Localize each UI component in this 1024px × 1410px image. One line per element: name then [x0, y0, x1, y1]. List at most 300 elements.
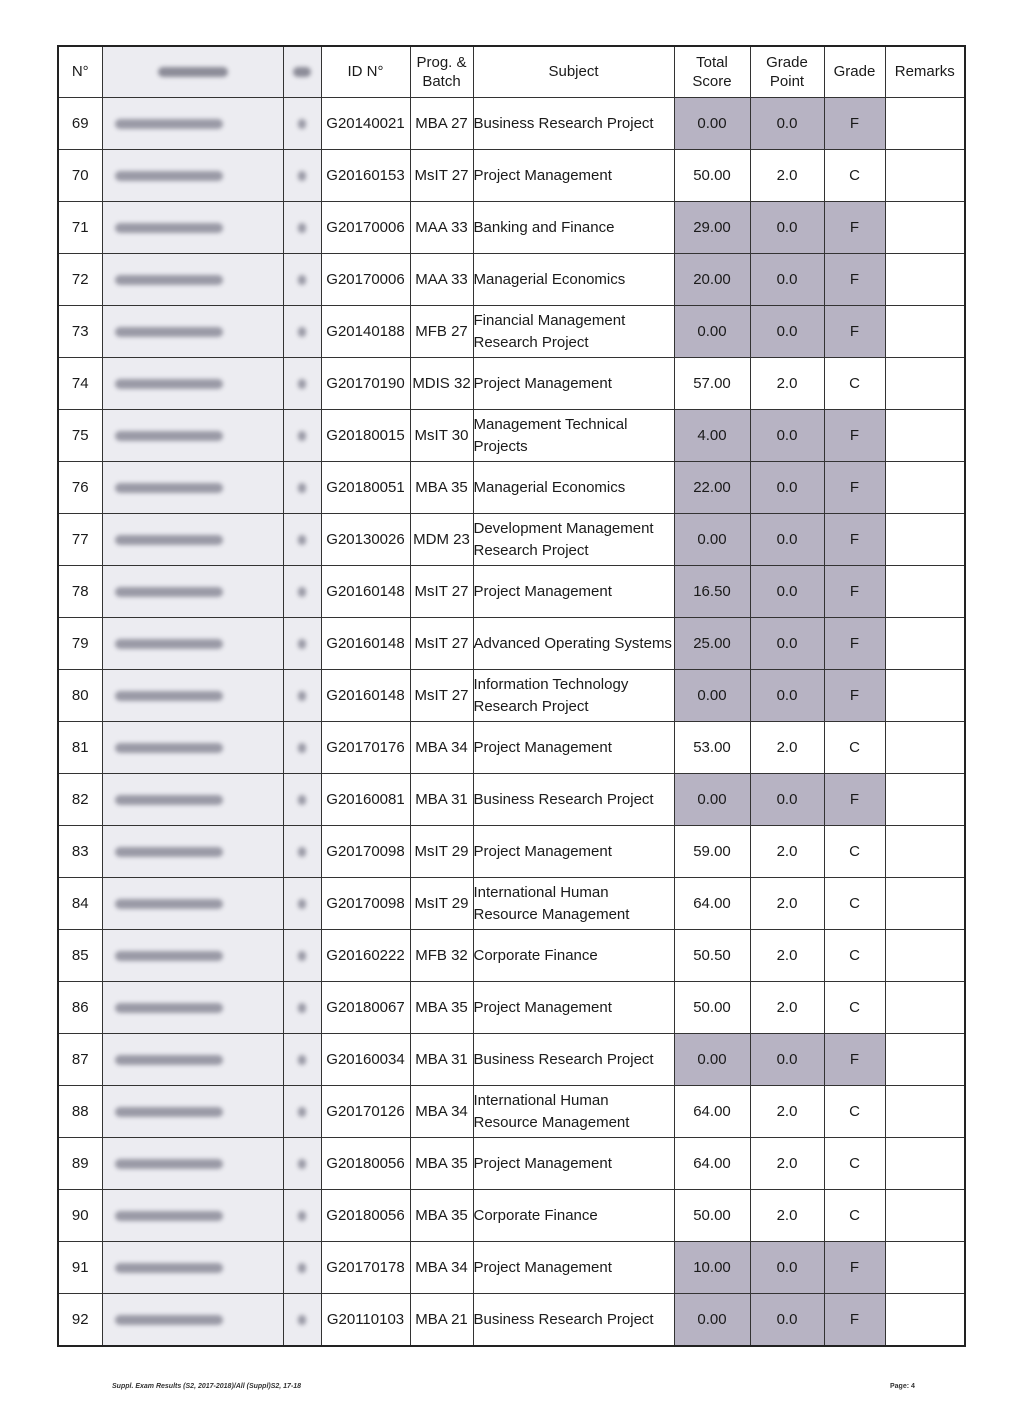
- student-name-redacted: [102, 254, 283, 306]
- remarks: [885, 566, 965, 618]
- table-row: [58, 1242, 965, 1294]
- row-number: 90: [58, 1190, 102, 1242]
- student-sex-redacted: [283, 1138, 321, 1190]
- header-grade-point: Grade Point: [750, 46, 824, 98]
- remarks: [885, 98, 965, 150]
- student-sex-redacted: [283, 410, 321, 462]
- results-table: [57, 45, 966, 1347]
- subject: Project Management: [473, 722, 674, 774]
- student-id: G20160222: [321, 930, 410, 982]
- total-score: 0.00: [674, 98, 750, 150]
- grade: F: [824, 618, 885, 670]
- total-score: 64.00: [674, 1086, 750, 1138]
- grade: F: [824, 254, 885, 306]
- subject: Project Management: [473, 358, 674, 410]
- redaction-blur: [298, 1003, 306, 1013]
- grade-point: 2.0: [750, 1190, 824, 1242]
- grade: F: [824, 566, 885, 618]
- student-sex-redacted: [283, 670, 321, 722]
- student-id: G20170190: [321, 358, 410, 410]
- program-batch: MBA 35: [410, 1190, 473, 1242]
- row-number: 80: [58, 670, 102, 722]
- remarks: [885, 254, 965, 306]
- student-sex-redacted: [283, 514, 321, 566]
- student-id: G20160148: [321, 670, 410, 722]
- student-name-redacted: [102, 98, 283, 150]
- header-name-redacted: [102, 46, 283, 98]
- table-row: [58, 358, 965, 410]
- table-row: [58, 150, 965, 202]
- row-number: 72: [58, 254, 102, 306]
- program-batch: MsIT 27: [410, 670, 473, 722]
- header-prog-batch: Prog. & Batch: [410, 46, 473, 98]
- grade: C: [824, 826, 885, 878]
- redaction-blur: [293, 67, 311, 77]
- student-sex-redacted: [283, 878, 321, 930]
- redaction-blur: [115, 223, 223, 233]
- student-name-redacted: [102, 618, 283, 670]
- row-number: 84: [58, 878, 102, 930]
- header-remarks: Remarks: [885, 46, 965, 98]
- student-id: G20170098: [321, 878, 410, 930]
- grade-point: 0.0: [750, 566, 824, 618]
- student-sex-redacted: [283, 202, 321, 254]
- student-name-redacted: [102, 566, 283, 618]
- redaction-blur: [115, 483, 223, 493]
- grade-point: 0.0: [750, 98, 824, 150]
- subject: Business Research Project: [473, 774, 674, 826]
- remarks: [885, 202, 965, 254]
- student-id: G20130026: [321, 514, 410, 566]
- remarks: [885, 982, 965, 1034]
- grade-point: 0.0: [750, 774, 824, 826]
- redaction-blur: [115, 1315, 223, 1325]
- grade: F: [824, 1294, 885, 1347]
- total-score: 0.00: [674, 670, 750, 722]
- student-sex-redacted: [283, 1242, 321, 1294]
- grade: F: [824, 670, 885, 722]
- table-row: [58, 1190, 965, 1242]
- grade-point: 0.0: [750, 306, 824, 358]
- remarks: [885, 1190, 965, 1242]
- redaction-blur: [115, 1211, 223, 1221]
- redaction-blur: [298, 1107, 306, 1117]
- program-batch: MsIT 27: [410, 150, 473, 202]
- student-sex-redacted: [283, 566, 321, 618]
- student-sex-redacted: [283, 982, 321, 1034]
- redaction-blur: [115, 327, 223, 337]
- redaction-blur: [115, 899, 223, 909]
- row-number: 74: [58, 358, 102, 410]
- table-row: [58, 722, 965, 774]
- subject: Managerial Economics: [473, 462, 674, 514]
- student-id: G20170006: [321, 254, 410, 306]
- subject: Business Research Project: [473, 1034, 674, 1086]
- row-number: 85: [58, 930, 102, 982]
- remarks: [885, 306, 965, 358]
- redaction-blur: [115, 1055, 223, 1065]
- student-name-redacted: [102, 982, 283, 1034]
- program-batch: MBA 34: [410, 1242, 473, 1294]
- grade-point: 2.0: [750, 878, 824, 930]
- student-name-redacted: [102, 930, 283, 982]
- table-row: [58, 826, 965, 878]
- remarks: [885, 1242, 965, 1294]
- redaction-blur: [115, 1159, 223, 1169]
- row-number: 82: [58, 774, 102, 826]
- grade: C: [824, 150, 885, 202]
- grade-point: 2.0: [750, 930, 824, 982]
- redaction-blur: [115, 743, 223, 753]
- program-batch: MBA 35: [410, 462, 473, 514]
- grade: F: [824, 1242, 885, 1294]
- student-sex-redacted: [283, 150, 321, 202]
- redaction-blur: [298, 431, 306, 441]
- redaction-blur: [298, 1315, 306, 1325]
- table-row: [58, 1138, 965, 1190]
- redaction-blur: [115, 795, 223, 805]
- student-name-redacted: [102, 878, 283, 930]
- redaction-blur: [115, 1107, 223, 1117]
- total-score: 0.00: [674, 1034, 750, 1086]
- student-sex-redacted: [283, 774, 321, 826]
- subject: Managerial Economics: [473, 254, 674, 306]
- grade-point: 0.0: [750, 670, 824, 722]
- subject: Project Management: [473, 566, 674, 618]
- row-number: 91: [58, 1242, 102, 1294]
- redaction-blur: [298, 639, 306, 649]
- redaction-blur: [298, 1263, 306, 1273]
- grade: F: [824, 410, 885, 462]
- grade-point: 0.0: [750, 514, 824, 566]
- program-batch: MsIT 29: [410, 878, 473, 930]
- program-batch: MBA 35: [410, 1138, 473, 1190]
- student-id: G20170176: [321, 722, 410, 774]
- table-row: [58, 878, 965, 930]
- table-row: [58, 1086, 965, 1138]
- grade-point: 2.0: [750, 982, 824, 1034]
- redaction-blur: [115, 431, 223, 441]
- redaction-blur: [115, 119, 223, 129]
- table-row: [58, 1034, 965, 1086]
- redaction-blur: [115, 587, 223, 597]
- subject: Financial Management Research Project: [473, 306, 674, 358]
- redaction-blur: [298, 951, 306, 961]
- subject: International Human Resource Management: [473, 878, 674, 930]
- remarks: [885, 462, 965, 514]
- redaction-blur: [158, 67, 228, 77]
- student-id: G20170178: [321, 1242, 410, 1294]
- row-number: 87: [58, 1034, 102, 1086]
- student-id: G20170006: [321, 202, 410, 254]
- total-score: 16.50: [674, 566, 750, 618]
- redaction-blur: [298, 587, 306, 597]
- grade: F: [824, 462, 885, 514]
- student-id: G20110103: [321, 1294, 410, 1347]
- student-sex-redacted: [283, 1190, 321, 1242]
- student-name-redacted: [102, 410, 283, 462]
- total-score: 50.00: [674, 1190, 750, 1242]
- student-name-redacted: [102, 1294, 283, 1347]
- subject: Information Technology Research Project: [473, 670, 674, 722]
- student-id: G20180056: [321, 1190, 410, 1242]
- grade: C: [824, 930, 885, 982]
- redaction-blur: [298, 275, 306, 285]
- student-id: G20140188: [321, 306, 410, 358]
- total-score: 59.00: [674, 826, 750, 878]
- student-sex-redacted: [283, 358, 321, 410]
- table-row: [58, 514, 965, 566]
- footer-document-label: Suppl. Exam Results (S2, 2017-2018)/All (Suppl)S2, 17-18: [112, 1383, 302, 1390]
- student-id: G20160148: [321, 618, 410, 670]
- student-id: G20140021: [321, 98, 410, 150]
- grade: C: [824, 722, 885, 774]
- redaction-blur: [115, 639, 223, 649]
- row-number: 92: [58, 1294, 102, 1347]
- total-score: 57.00: [674, 358, 750, 410]
- redaction-blur: [115, 847, 223, 857]
- student-name-redacted: [102, 1190, 283, 1242]
- table-row: [58, 1294, 965, 1347]
- student-sex-redacted: [283, 306, 321, 358]
- grade: C: [824, 1086, 885, 1138]
- subject: Advanced Operating Systems: [473, 618, 674, 670]
- student-sex-redacted: [283, 722, 321, 774]
- redaction-blur: [298, 483, 306, 493]
- remarks: [885, 722, 965, 774]
- grade: C: [824, 982, 885, 1034]
- total-score: 4.00: [674, 410, 750, 462]
- header-no: N°: [58, 46, 102, 98]
- grade: F: [824, 202, 885, 254]
- redaction-blur: [298, 795, 306, 805]
- redaction-blur: [298, 119, 306, 129]
- header-grade: Grade: [824, 46, 885, 98]
- total-score: 0.00: [674, 1294, 750, 1347]
- total-score: 53.00: [674, 722, 750, 774]
- student-sex-redacted: [283, 618, 321, 670]
- remarks: [885, 878, 965, 930]
- redaction-blur: [298, 1055, 306, 1065]
- redaction-blur: [298, 327, 306, 337]
- total-score: 64.00: [674, 878, 750, 930]
- remarks: [885, 618, 965, 670]
- grade: C: [824, 1190, 885, 1242]
- grade: F: [824, 774, 885, 826]
- remarks: [885, 774, 965, 826]
- subject: Business Research Project: [473, 1294, 674, 1347]
- grade-point: 0.0: [750, 618, 824, 670]
- header-subject: Subject: [473, 46, 674, 98]
- grade: F: [824, 514, 885, 566]
- row-number: 79: [58, 618, 102, 670]
- grade: C: [824, 1138, 885, 1190]
- subject: Corporate Finance: [473, 930, 674, 982]
- student-name-redacted: [102, 1138, 283, 1190]
- grade-point: 2.0: [750, 722, 824, 774]
- subject: Corporate Finance: [473, 1190, 674, 1242]
- subject: Project Management: [473, 1138, 674, 1190]
- student-name-redacted: [102, 1034, 283, 1086]
- program-batch: MAA 33: [410, 202, 473, 254]
- grade-point: 0.0: [750, 1034, 824, 1086]
- student-sex-redacted: [283, 254, 321, 306]
- student-name-redacted: [102, 306, 283, 358]
- student-name-redacted: [102, 202, 283, 254]
- table-row: [58, 982, 965, 1034]
- row-number: 76: [58, 462, 102, 514]
- row-number: 88: [58, 1086, 102, 1138]
- row-number: 86: [58, 982, 102, 1034]
- remarks: [885, 514, 965, 566]
- header-total-score: Total Score: [674, 46, 750, 98]
- program-batch: MBA 31: [410, 774, 473, 826]
- remarks: [885, 358, 965, 410]
- table-row: [58, 774, 965, 826]
- program-batch: MFB 32: [410, 930, 473, 982]
- subject: Project Management: [473, 982, 674, 1034]
- student-name-redacted: [102, 462, 283, 514]
- redaction-blur: [115, 275, 223, 285]
- total-score: 50.00: [674, 982, 750, 1034]
- redaction-blur: [298, 1211, 306, 1221]
- subject: Business Research Project: [473, 98, 674, 150]
- row-number: 81: [58, 722, 102, 774]
- grade-point: 0.0: [750, 1242, 824, 1294]
- student-name-redacted: [102, 1086, 283, 1138]
- grade-point: 2.0: [750, 358, 824, 410]
- program-batch: MBA 34: [410, 1086, 473, 1138]
- student-id: G20170098: [321, 826, 410, 878]
- total-score: 50.00: [674, 150, 750, 202]
- table-row: [58, 306, 965, 358]
- student-id: G20180015: [321, 410, 410, 462]
- redaction-blur: [115, 379, 223, 389]
- redaction-blur: [298, 1159, 306, 1169]
- student-name-redacted: [102, 826, 283, 878]
- grade-point: 0.0: [750, 462, 824, 514]
- redaction-blur: [298, 171, 306, 181]
- row-number: 78: [58, 566, 102, 618]
- row-number: 70: [58, 150, 102, 202]
- program-batch: MsIT 29: [410, 826, 473, 878]
- grade: C: [824, 878, 885, 930]
- student-name-redacted: [102, 358, 283, 410]
- student-name-redacted: [102, 774, 283, 826]
- row-number: 73: [58, 306, 102, 358]
- student-sex-redacted: [283, 930, 321, 982]
- subject: Project Management: [473, 150, 674, 202]
- student-sex-redacted: [283, 1034, 321, 1086]
- student-id: G20160148: [321, 566, 410, 618]
- student-sex-redacted: [283, 98, 321, 150]
- row-number: 77: [58, 514, 102, 566]
- program-batch: MFB 27: [410, 306, 473, 358]
- student-id: G20180051: [321, 462, 410, 514]
- row-number: 69: [58, 98, 102, 150]
- total-score: 22.00: [674, 462, 750, 514]
- subject: Project Management: [473, 826, 674, 878]
- total-score: 25.00: [674, 618, 750, 670]
- header-id: ID N°: [321, 46, 410, 98]
- subject: Management Technical Projects: [473, 410, 674, 462]
- student-sex-redacted: [283, 1086, 321, 1138]
- row-number: 89: [58, 1138, 102, 1190]
- grade: F: [824, 98, 885, 150]
- row-number: 75: [58, 410, 102, 462]
- table-row: [58, 930, 965, 982]
- remarks: [885, 410, 965, 462]
- grade-point: 2.0: [750, 1086, 824, 1138]
- student-name-redacted: [102, 1242, 283, 1294]
- student-id: G20180067: [321, 982, 410, 1034]
- redaction-blur: [298, 691, 306, 701]
- grade-point: 2.0: [750, 150, 824, 202]
- program-batch: MBA 27: [410, 98, 473, 150]
- redaction-blur: [298, 847, 306, 857]
- program-batch: MBA 34: [410, 722, 473, 774]
- redaction-blur: [115, 951, 223, 961]
- total-score: 29.00: [674, 202, 750, 254]
- program-batch: MDM 23: [410, 514, 473, 566]
- student-sex-redacted: [283, 1294, 321, 1347]
- table-row: [58, 670, 965, 722]
- redaction-blur: [298, 223, 306, 233]
- remarks: [885, 930, 965, 982]
- grade: C: [824, 358, 885, 410]
- subject: International Human Resource Management: [473, 1086, 674, 1138]
- grade-point: 0.0: [750, 254, 824, 306]
- grade-point: 0.0: [750, 410, 824, 462]
- student-sex-redacted: [283, 462, 321, 514]
- total-score: 50.50: [674, 930, 750, 982]
- remarks: [885, 150, 965, 202]
- remarks: [885, 670, 965, 722]
- total-score: 0.00: [674, 306, 750, 358]
- grade: F: [824, 306, 885, 358]
- redaction-blur: [298, 743, 306, 753]
- program-batch: MBA 31: [410, 1034, 473, 1086]
- redaction-blur: [298, 535, 306, 545]
- table-header-row: [58, 46, 965, 98]
- remarks: [885, 826, 965, 878]
- total-score: 0.00: [674, 774, 750, 826]
- student-id: G20160081: [321, 774, 410, 826]
- total-score: 10.00: [674, 1242, 750, 1294]
- footer-page-number: Page: 4: [890, 1383, 915, 1390]
- grade-point: 0.0: [750, 1294, 824, 1347]
- remarks: [885, 1138, 965, 1190]
- total-score: 20.00: [674, 254, 750, 306]
- redaction-blur: [115, 691, 223, 701]
- student-id: G20160153: [321, 150, 410, 202]
- header-sex-redacted: [283, 46, 321, 98]
- remarks: [885, 1034, 965, 1086]
- student-id: G20170126: [321, 1086, 410, 1138]
- program-batch: MsIT 27: [410, 566, 473, 618]
- program-batch: MBA 21: [410, 1294, 473, 1347]
- remarks: [885, 1294, 965, 1347]
- student-name-redacted: [102, 722, 283, 774]
- subject: Development Management Research Project: [473, 514, 674, 566]
- program-batch: MAA 33: [410, 254, 473, 306]
- redaction-blur: [298, 899, 306, 909]
- total-score: 64.00: [674, 1138, 750, 1190]
- redaction-blur: [298, 379, 306, 389]
- student-name-redacted: [102, 514, 283, 566]
- table-row: [58, 618, 965, 670]
- table-row: [58, 202, 965, 254]
